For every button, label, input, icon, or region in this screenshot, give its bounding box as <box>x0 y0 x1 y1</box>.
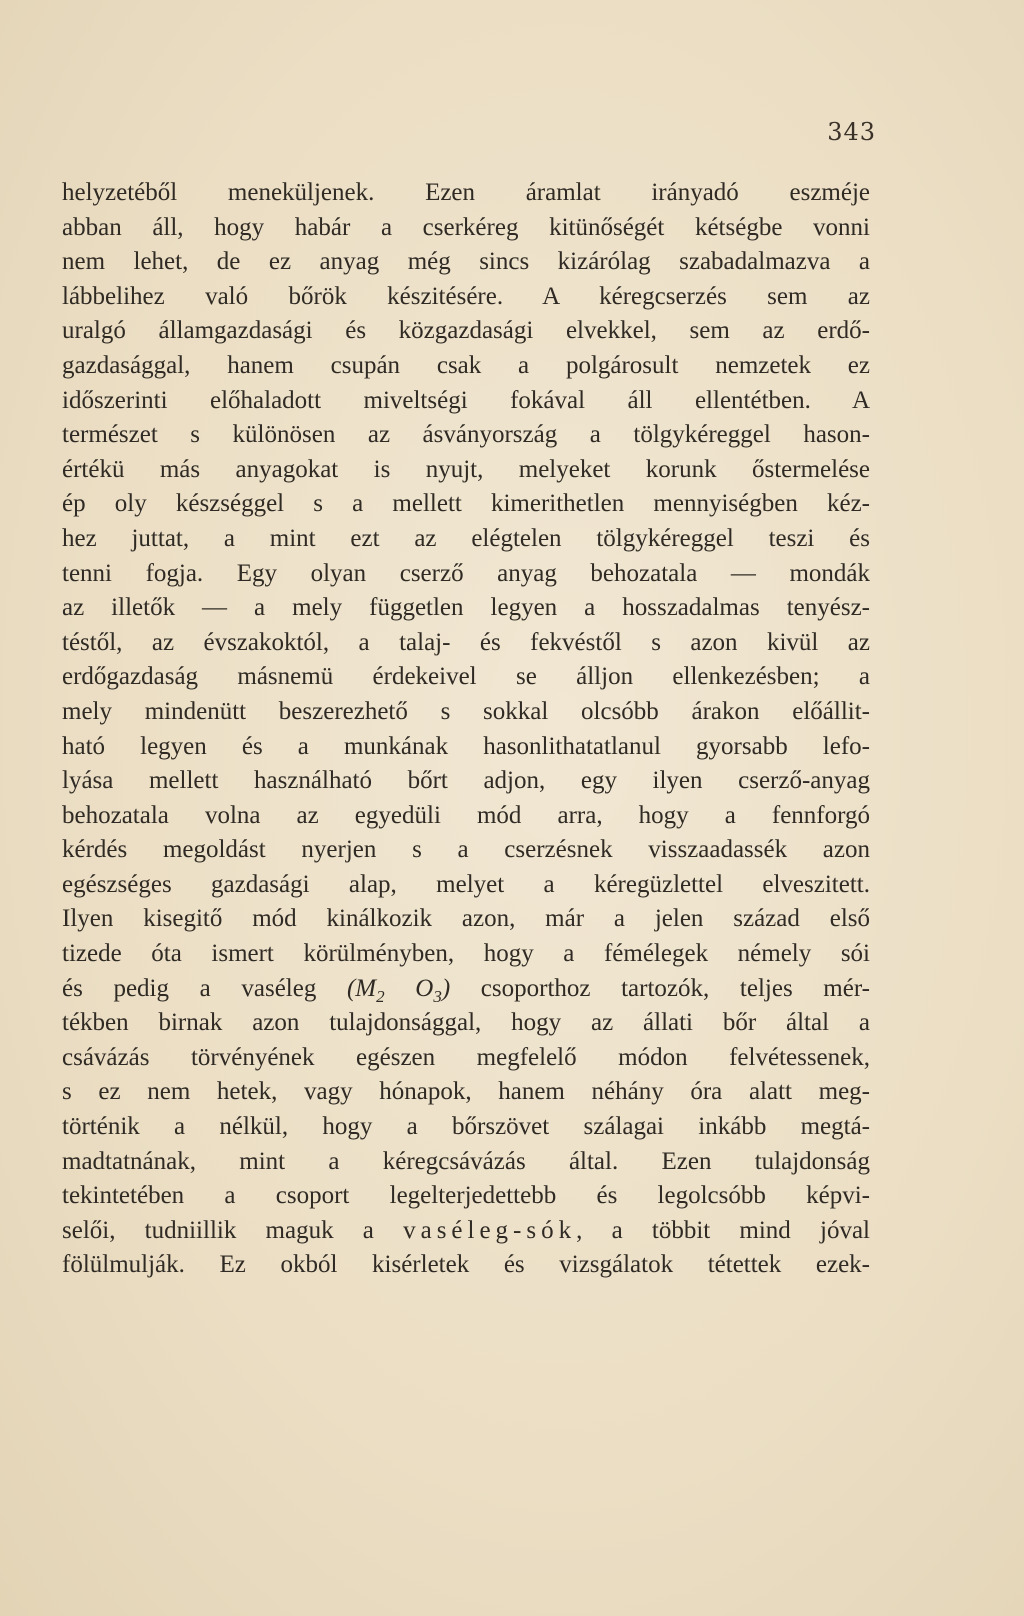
formula-mid: O <box>384 974 434 1002</box>
text-line: történik a nélkül, hogy a bőrszövet szálagai inkább megtá- <box>62 1113 870 1141</box>
formula-line-after: csoporthoz tartozók, teljes mér- <box>450 974 870 1002</box>
spaced-line-after: , a többit mind jóval <box>576 1216 870 1244</box>
body-text <box>62 176 870 1283</box>
text-line: abban áll, hogy habár a cserkéreg kitünőségét kétségbe vonni <box>62 213 870 241</box>
formula-close: ) <box>441 974 451 1002</box>
text-line: behozatala volna az egyedüli mód arra, hogy a fennforgó <box>62 801 870 829</box>
spaced-line <box>62 1214 870 1249</box>
emphasized-term: vaséleg-sók <box>403 1216 577 1244</box>
text-line: Ilyen kisegitő mód kinálkozik azon, már a jelen század első <box>62 905 870 933</box>
text-line: természet s különösen az ásványország a tölgykéreggel hason- <box>62 421 870 449</box>
text-line: lábbelihez való bőrök készitésére. A kéregcserzés sem az <box>62 282 870 310</box>
chemical-formula <box>346 974 451 1006</box>
formula-subscript: 3 <box>433 986 442 1006</box>
text-line: fölülmulják. Ez okból kisérletek és vizsgálatok tétettek ezek- <box>62 1251 870 1279</box>
text-line: tizede óta ismert körülményben, hogy a fémélegek némely sói <box>62 940 870 968</box>
text-line: kérdés megoldást nyerjen s a cserzésnek visszaadassék azon <box>62 836 870 864</box>
text-line: értékü más anyagokat is nyujt, melyeket korunk őstermelése <box>62 455 870 483</box>
text-line: lyása mellett használható bőrt adjon, egy ilyen cserző-anyag <box>62 767 870 795</box>
text-line: időszerinti előhaladott miveltségi fokával áll ellentétben. A <box>62 386 870 414</box>
text-line: hez juttat, a mint ezt az elégtelen tölgykéreggel teszi és <box>62 524 870 552</box>
text-line: tekintetében a csoport legelterjedettebb és legolcsóbb képvi- <box>62 1182 870 1210</box>
text-line: erdőgazdaság másnemü érdekeivel se álljon ellenkezésben; a <box>62 663 870 691</box>
text-line: csávázás törvényének egészen megfelelő módon felvétessenek, <box>62 1043 870 1071</box>
formula-line-before: és pedig a vaséleg <box>62 974 347 1002</box>
text-line: téstől, az évszakoktól, a talaj- és fekvéstől s azon kivül az <box>62 628 870 656</box>
spaced-line-before: selői, tudniillik maguk a <box>62 1216 404 1244</box>
text-line: ép oly készséggel s a mellett kimerithetlen mennyiségben kéz- <box>62 490 870 518</box>
formula-line <box>62 972 870 1007</box>
text-line: mely mindenütt beszerezhető s sokkal olcsóbb árakon előállit- <box>62 697 870 725</box>
formula-open: (M <box>346 974 377 1002</box>
text-line: madtatnának, mint a kéregcsávázás által. Ezen tulajdonság <box>62 1147 870 1175</box>
text-line: gazdasággal, hanem csupán csak a polgárosult nemzetek ez <box>62 351 870 379</box>
text-line: s ez nem hetek, vagy hónapok, hanem néhány óra alatt meg- <box>62 1078 870 1106</box>
text-line: tenni fogja. Egy olyan cserző anyag behozatala — mondák <box>62 559 870 587</box>
page-number: 343 <box>827 118 876 146</box>
text-line: nem lehet, de ez anyag még sincs kizárólag szabadalmazva a <box>62 248 870 276</box>
text-line: egészséges gazdasági alap, melyet a kéregüzlettel elveszitett. <box>62 870 870 898</box>
text-line: az illetők — a mely független legyen a hosszadalmas tenyész- <box>62 594 870 622</box>
text-line: ható legyen és a munkának hasonlithatatlanul gyorsabb lefo- <box>62 732 870 760</box>
formula-subscript: 2 <box>376 986 385 1006</box>
text-line: uralgó államgazdasági és közgazdasági elvekkel, sem az erdő- <box>62 317 870 345</box>
text-line: tékben birnak azon tulajdonsággal, hogy az állati bőr által a <box>62 1009 870 1037</box>
text-line: helyzetéből meneküljenek. Ezen áramlat irányadó eszméje <box>62 179 870 206</box>
